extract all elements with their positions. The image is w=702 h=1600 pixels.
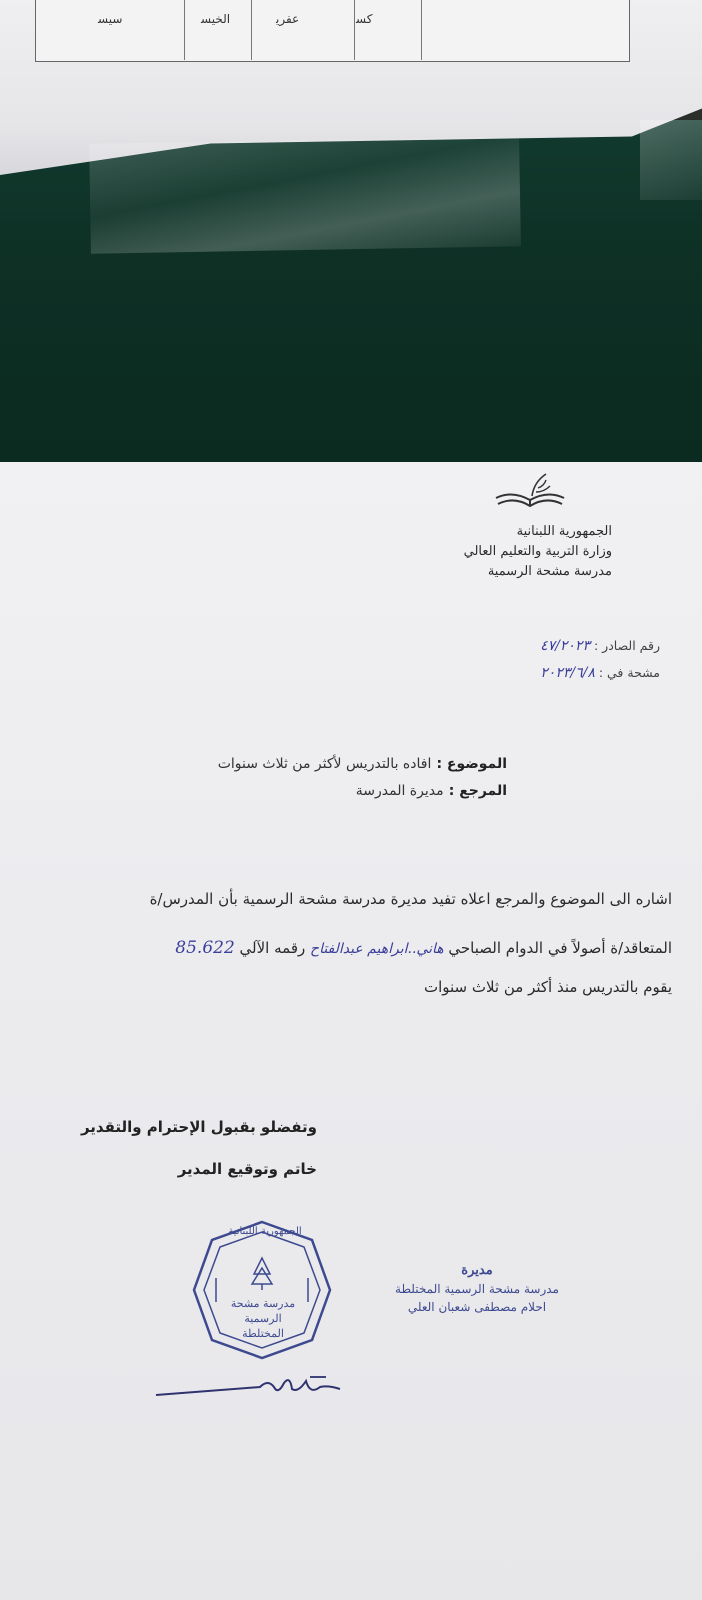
reference-text: مديرة المدرسة <box>355 783 444 799</box>
body-line-2-mid: رقمه الآلي <box>239 939 306 957</box>
letter-date-value: ٢٠٢٣/٦/٨ <box>540 665 595 681</box>
reference-label: المرجع : <box>448 783 507 799</box>
closing-signature-label: خاتم وتوقيع المدير <box>177 1160 317 1178</box>
body-line-2-prefix: المتعاقد/ة أصولاً في الدوام الصباحي <box>448 939 672 957</box>
director-title: مديرة <box>461 1263 493 1278</box>
table-cell-text: ﺍﻟﺨﻴﺴ <box>201 12 231 26</box>
subject-text: افاده بالتدريس لأكثر من ثلاث سنوات <box>217 756 432 772</box>
table-divider <box>421 0 422 60</box>
body-line-3: يقوم بالتدريس منذ أكثر من ثلاث سنوات <box>423 978 672 996</box>
body-line-2 <box>32 938 672 958</box>
table-cell-text: ﻛﺴ <box>356 12 373 26</box>
teacher-name-handwritten: هاني..ابراهيم عبدالفتاح <box>310 941 444 957</box>
stamp-line-2: الرسمية المختلطة <box>242 1312 284 1340</box>
clear-tape <box>89 136 521 253</box>
director-school: مدرسة مشحة الرسمية المختلطة <box>395 1282 559 1296</box>
table-divider <box>184 0 185 60</box>
outgoing-number-value: ٤٧/٢٠٢٣ <box>540 638 590 654</box>
director-name: احلام مصطفى شعبان العلي <box>407 1300 547 1314</box>
director-signature-icon <box>150 1365 350 1405</box>
letter-date-label: مشحة في : <box>598 665 660 680</box>
table-divider <box>251 0 252 60</box>
table-cell-text: ﻋﻔﺮﻳ <box>276 12 300 26</box>
teacher-number-handwritten: 85.622 <box>175 938 235 958</box>
subject-label: الموضوع : <box>436 756 507 772</box>
letterhead-republic: الجمهورية اللبنانية <box>516 524 612 539</box>
attendance-table-fragment <box>35 0 630 62</box>
official-letter <box>0 462 702 1600</box>
outgoing-number-row <box>440 638 660 654</box>
table-cell-text: ﺳﻴﺴ <box>98 12 123 26</box>
reference-row <box>147 780 507 799</box>
stamp-line-1: مدرسة مشحة <box>230 1297 296 1310</box>
subject-row <box>147 753 507 772</box>
letterhead-ministry: وزارة التربية والتعليم العالي <box>463 544 612 559</box>
letter-date-row <box>440 665 660 681</box>
outgoing-number-label: رقم الصادر : <box>593 638 660 653</box>
director-note <box>362 1262 592 1316</box>
letterhead-school: مدرسة مشحة الرسمية <box>487 564 612 579</box>
stamp-center-text <box>222 1296 304 1341</box>
body-line-1: اشاره الى الموضوع والمرجع اعلاه تفيد مديرة مدرسة مشحة الرسمية بأن المدرس/ة <box>149 890 672 908</box>
clear-tape <box>640 120 702 200</box>
school-stamp-icon <box>190 1218 335 1363</box>
closing-greeting: وتفضلو بقبول الإحترام والتقدير <box>80 1118 317 1136</box>
letterhead <box>352 522 612 582</box>
ministry-logo-icon <box>490 470 570 515</box>
table-divider <box>354 0 355 60</box>
stamp-ring-text: الجمهورية اللبنانية <box>228 1226 302 1237</box>
